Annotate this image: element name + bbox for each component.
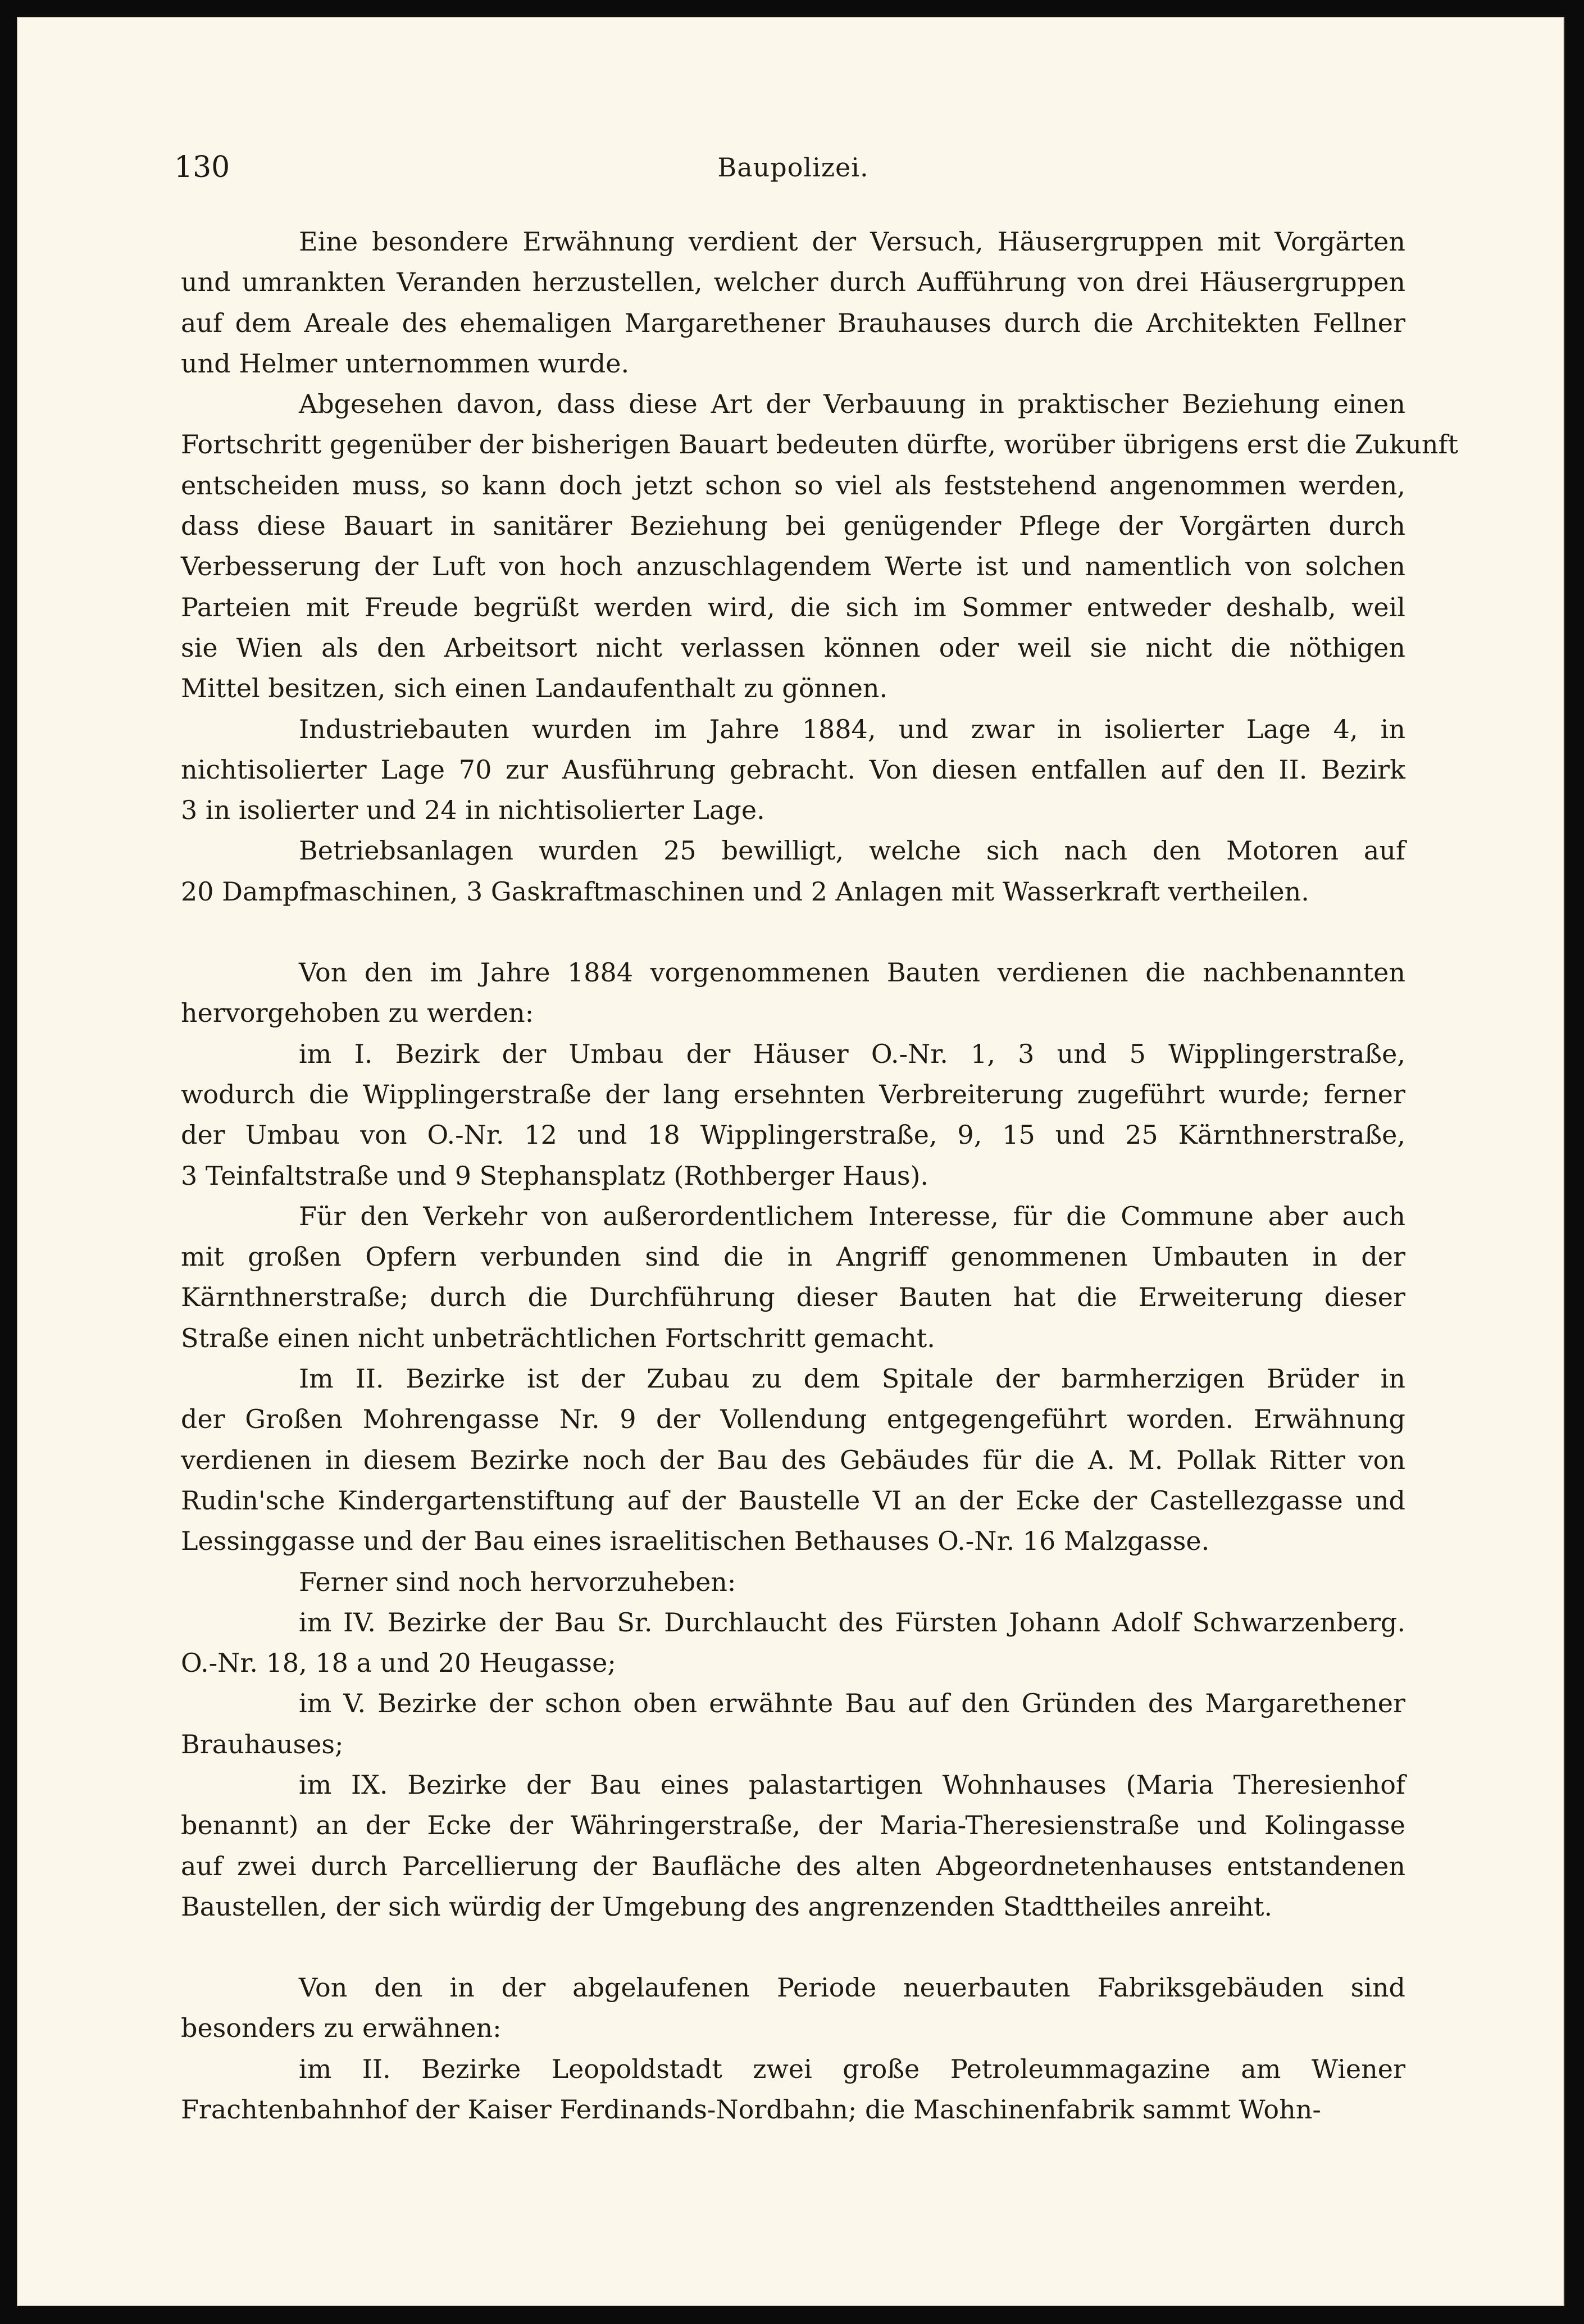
- text-line: Lessinggasse und der Bau eines israelitischen Bethauses O.-Nr. 16 Malzgasse.: [181, 1526, 1210, 1557]
- paragraph: [181, 1764, 1405, 1927]
- text-line: Verbesserung der Luft von hoch anzuschlagendem Werte ist und namentlich von solchen: [181, 551, 1405, 582]
- paragraph: [181, 2049, 1405, 2130]
- text-line: Frachtenbahnhof der Kaiser Ferdinands-Nordbahn; die Maschinenfabrik sammt Wohn-: [181, 2094, 1321, 2125]
- paragraph: [181, 709, 1405, 831]
- text-line: auf dem Areale des ehemaligen Margarethener Brauhauses durch die Architekten Fellner: [181, 307, 1405, 338]
- text-line: Fortschritt gegenüber der bisherigen Bauart bedeuten dürfte, worüber übrigens erst die Zukunft: [181, 429, 1458, 460]
- text-line: Ferner sind noch hervorzuheben:: [299, 1566, 736, 1597]
- paragraph-gap: [181, 912, 1405, 952]
- text-line: im I. Bezirk der Umbau der Häuser O.-Nr. 1, 3 und 5 Wipplingerstraße,: [299, 1038, 1405, 1069]
- paragraph: [181, 952, 1405, 1034]
- text-line: und umrankten Veranden herzustellen, welcher durch Aufführung von drei Häusergruppen: [181, 267, 1405, 298]
- text-line: Kärnthnerstraße; durch die Durchführung dieser Bauten hat die Erweiterung dieser: [181, 1282, 1405, 1313]
- running-head: Baupolizei.: [717, 152, 869, 183]
- paragraph: [181, 221, 1405, 384]
- text-line: im IX. Bezirke der Bau eines palastartigen Wohnhauses (Maria Theresienhof: [299, 1769, 1405, 1800]
- text-line: 20 Dampfmaschinen, 3 Gaskraftmaschinen und 2 Anlagen mit Wasserkraft vertheilen.: [181, 876, 1309, 907]
- text-line: entscheiden muss, so kann doch jetzt schon so viel als feststehend angenommen werden,: [181, 470, 1405, 501]
- page-number: 130: [174, 151, 230, 184]
- text-line: hervorgehoben zu werden:: [181, 998, 534, 1029]
- text-line: im II. Bezirke Leopoldstadt zwei große Petroleummagazine am Wiener: [299, 2053, 1405, 2084]
- paragraph: [181, 1683, 1405, 1764]
- paragraph: [181, 1967, 1405, 2049]
- text-line: Von den in der abgelaufenen Periode neuerbauten Fabriksgebäuden sind: [299, 1972, 1405, 2003]
- text-line: O.-Nr. 18, 18 a und 20 Heugasse;: [181, 1648, 616, 1679]
- text-line: mit großen Opfern verbunden sind die in Angriff genommenen Umbauten in der: [181, 1241, 1405, 1272]
- text-line: verdienen in diesem Bezirke noch der Bau des Gebäudes für die A. M. Pollak Ritter von: [181, 1444, 1405, 1475]
- text-line: sie Wien als den Arbeitsort nicht verlassen können oder weil sie nicht die nöthigen: [181, 632, 1405, 663]
- text-line: Parteien mit Freude begrüßt werden wird, die sich im Sommer entweder deshalb, weil: [181, 592, 1405, 622]
- text-line: im V. Bezirke der schon oben erwähnte Bau auf den Gründen des Margarethener: [299, 1688, 1405, 1719]
- text-line: wodurch die Wipplingerstraße der lang ersehnten Verbreiterung zugeführt wurde; ferner: [181, 1079, 1405, 1109]
- text-line: im IV. Bezirke der Bau Sr. Durchlaucht des Fürsten Johann Adolf Schwarzenberg.: [299, 1607, 1405, 1638]
- text-line: 3 in isolierter und 24 in nichtisolierter Lage.: [181, 795, 765, 826]
- paragraph: [181, 1562, 1405, 1602]
- page-text-block: [174, 147, 1458, 2130]
- text-line: dass diese Bauart in sanitärer Beziehung bei genügender Pflege der Vorgärten durch: [181, 511, 1405, 542]
- text-line: Brauhauses;: [181, 1729, 344, 1759]
- text-line: besonders zu erwähnen:: [181, 2013, 502, 2044]
- paragraph: [181, 384, 1458, 708]
- text-line: der Umbau von O.-Nr. 12 und 18 Wipplingerstraße, 9, 15 und 25 Kärnthnerstraße,: [181, 1120, 1405, 1150]
- paragraph-gap: [181, 1927, 1405, 1967]
- paragraph: [181, 1034, 1405, 1196]
- text-line: Betriebsanlagen wurden 25 bewilligt, welche sich nach den Motoren auf: [299, 835, 1405, 866]
- text-line: Abgesehen davon, dass diese Art der Verbauung in praktischer Beziehung einen: [299, 389, 1405, 420]
- text-line: Für den Verkehr von außerordentlichem Interesse, für die Commune aber auch: [299, 1200, 1405, 1231]
- text-line: Eine besondere Erwähnung verdient der Versuch, Häusergruppen mit Vorgärten: [299, 226, 1405, 257]
- text-line: nichtisolierter Lage 70 zur Ausführung gebracht. Von diesen entfallen auf den II. Bezirk: [181, 754, 1405, 785]
- paragraph: [181, 1602, 1405, 1684]
- text-line: Baustellen, der sich würdig der Umgebung des angrenzenden Stadttheiles anreiht.: [181, 1891, 1273, 1922]
- text-line: Industriebauten wurden im Jahre 1884, und zwar in isolierter Lage 4, in: [299, 713, 1405, 744]
- text-line: und Helmer unternommen wurde.: [181, 348, 630, 379]
- text-line: der Großen Mohrengasse Nr. 9 der Vollendung entgegengeführt worden. Erwähnung: [181, 1404, 1405, 1435]
- text-line: Rudin'sche Kindergartenstiftung auf der Baustelle VI an der Ecke der Castellezgasse und: [181, 1485, 1405, 1516]
- text-line: Von den im Jahre 1884 vorgenommenen Bauten verdienen die nachbenannten: [299, 957, 1405, 988]
- paragraph: [181, 830, 1405, 912]
- text-line: Straße einen nicht unbeträchtlichen Fortschritt gemacht.: [181, 1322, 935, 1353]
- text-line: 3 Teinfaltstraße und 9 Stephansplatz (Rothberger Haus).: [181, 1160, 929, 1191]
- document-page: [17, 17, 1564, 2306]
- text-line: benannt) an der Ecke der Währingerstraße, der Maria-Theresienstraße und Kolingasse: [181, 1810, 1405, 1841]
- text-line: auf zwei durch Parcellierung der Baufläche des alten Abgeordnetenhauses entstandenen: [181, 1850, 1405, 1881]
- page-header: [174, 147, 1405, 188]
- paragraph: [181, 1196, 1405, 1358]
- body-paragraphs: [181, 221, 1458, 2130]
- text-line: Mittel besitzen, sich einen Landaufenthalt zu gönnen.: [181, 673, 888, 704]
- text-line: Im II. Bezirke ist der Zubau zu dem Spitale der barmherzigen Brüder in: [299, 1363, 1405, 1394]
- paragraph: [181, 1358, 1405, 1561]
